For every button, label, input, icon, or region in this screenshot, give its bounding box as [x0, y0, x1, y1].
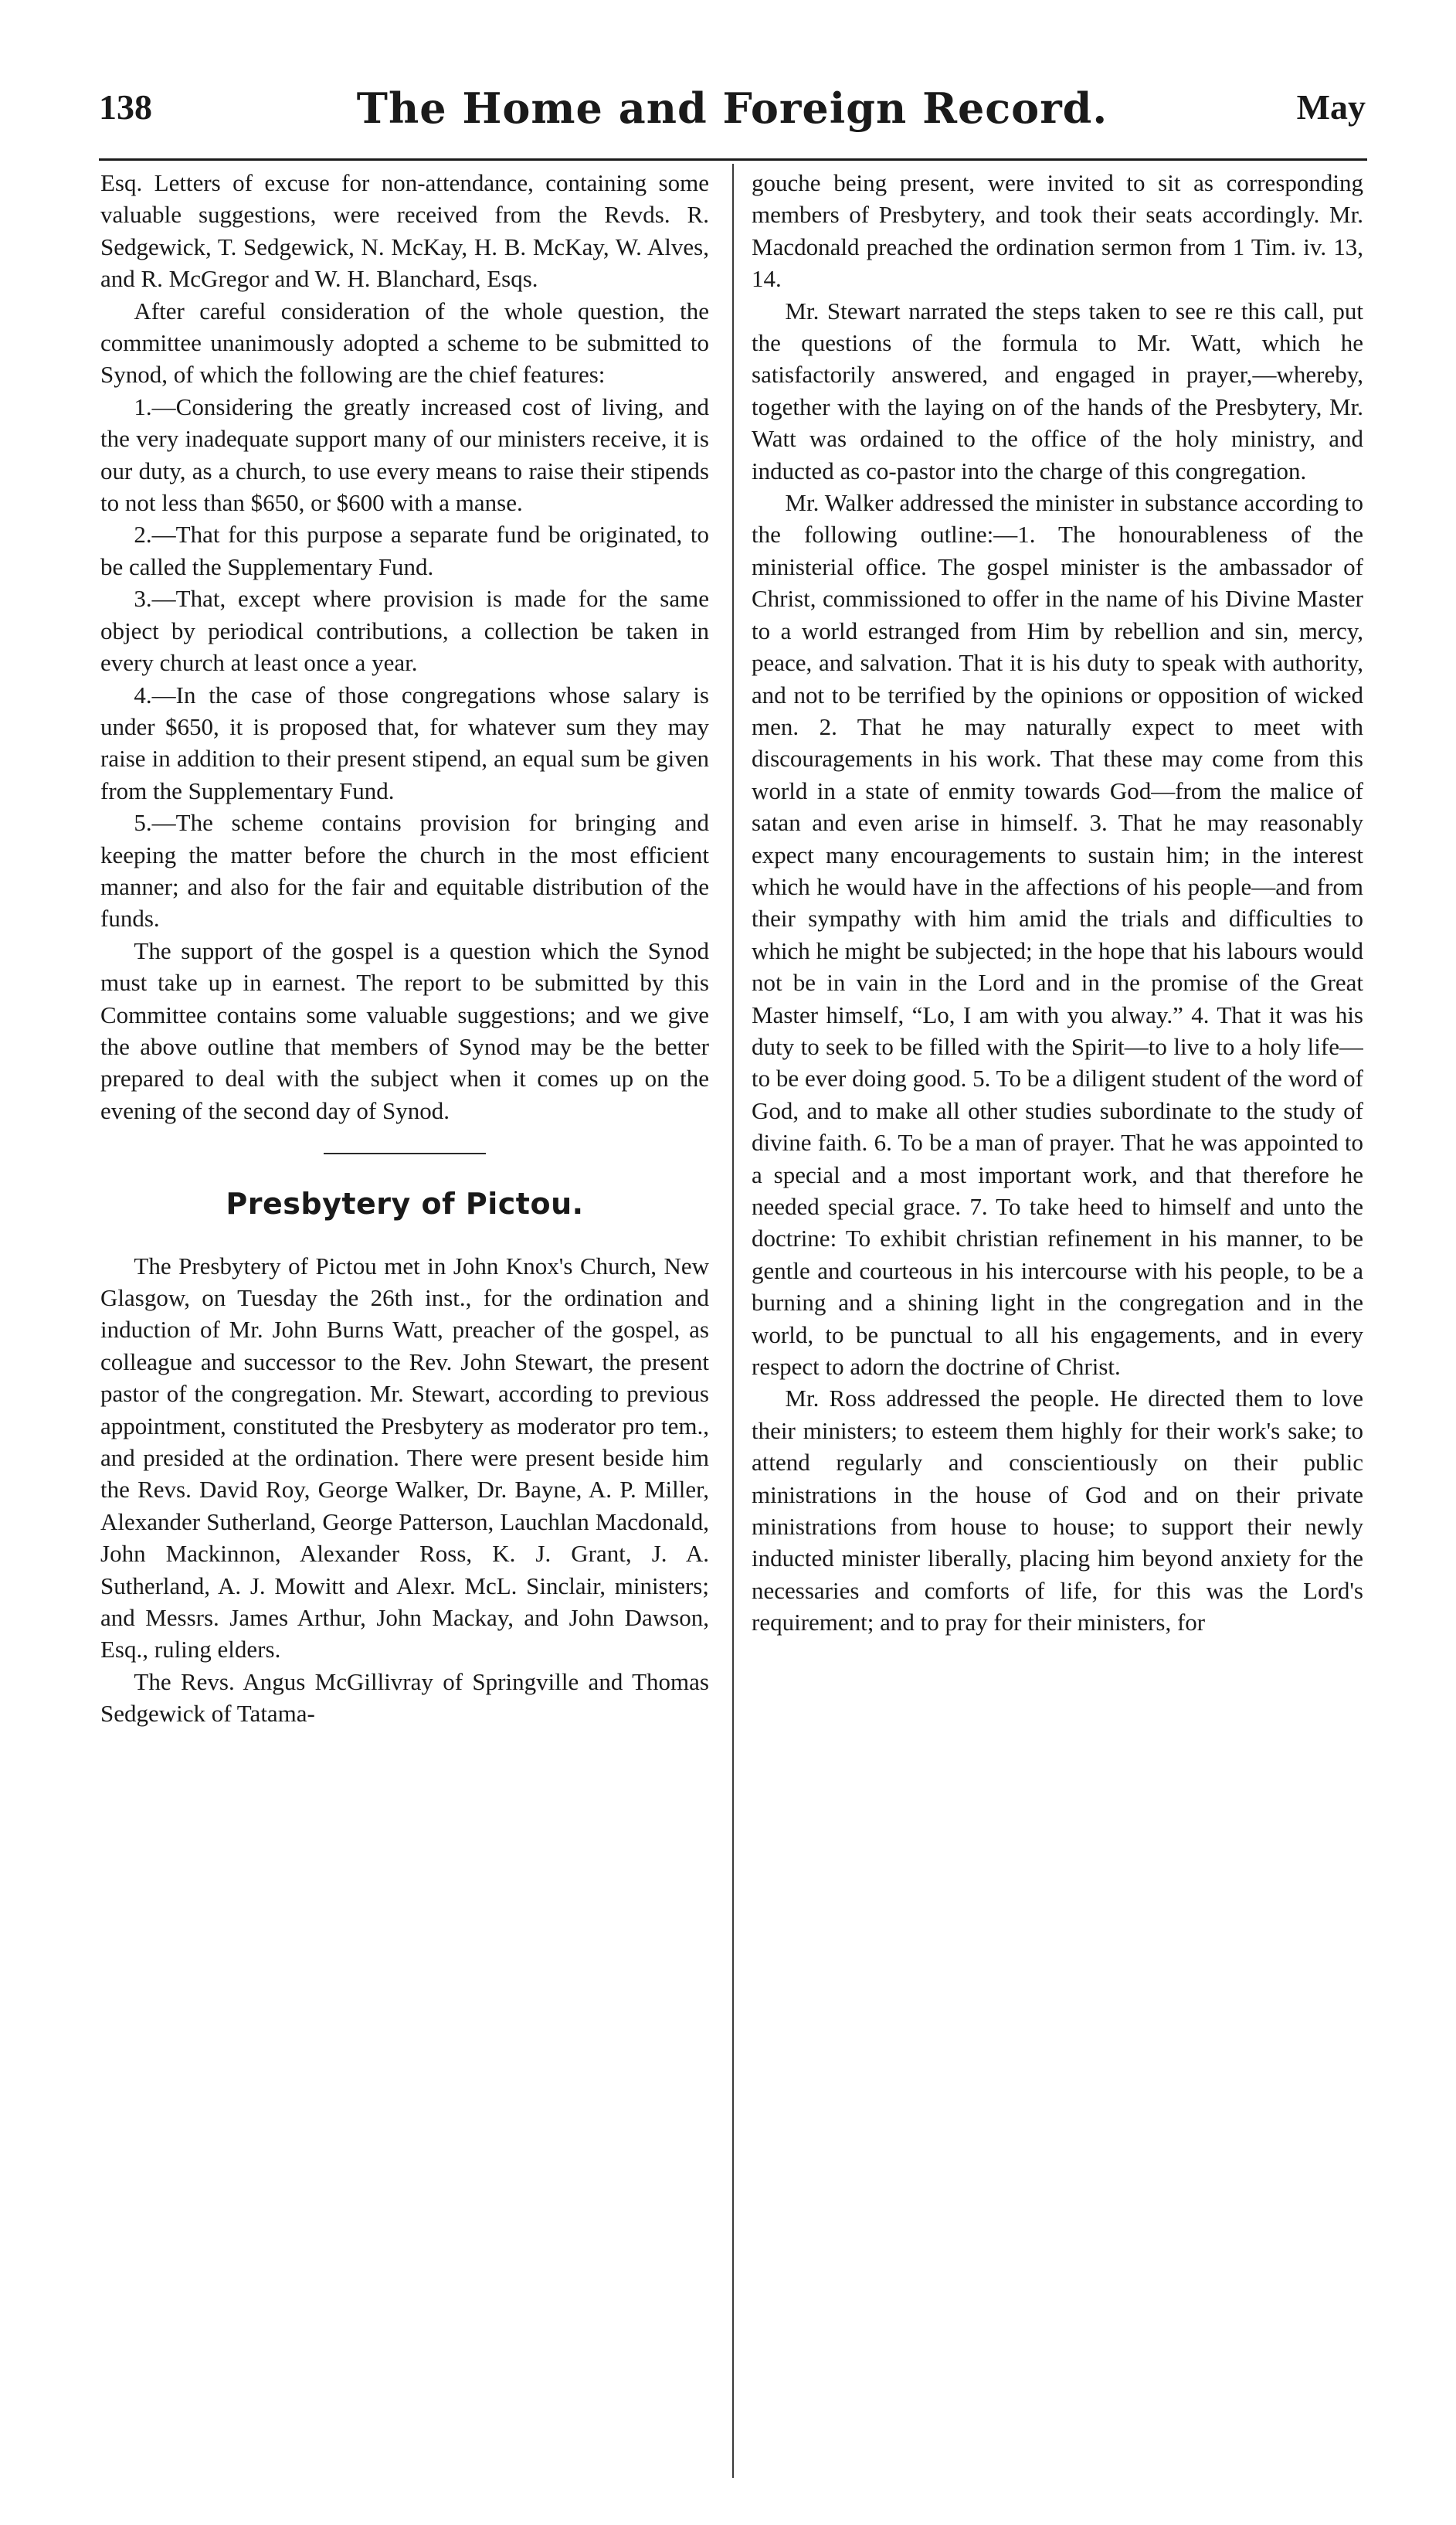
paragraph: The Revs. Angus McGillivray of Springville and Thomas Sedgewick of Tatama-	[100, 1667, 709, 1728]
paragraph: After careful consideration of the whole question, the committee unanimously adopted a scheme to be submitted to Synod, of which the following are the chief features:	[100, 297, 709, 389]
paragraph: 1.—Considering the greatly increased cost of living, and the very inadequate support many of our ministers receive, it is our duty, as a church, to use every means to raise their stipends to not less than $650, or $600 with a manse.	[100, 393, 709, 517]
running-head	[99, 83, 1366, 156]
paragraph: 3.—That, except where provision is made for the same object by periodical contributions, a collection be taken in every church at least once a year.	[100, 585, 709, 677]
left-column	[100, 167, 709, 2500]
paragraph: The support of the gospel is a question which the Synod must take up in earnest. The report to be submitted by this Committee contains some valuable suggestions; and we give the above outline that members of Synod may be the better prepared to deal with the subject when it comes up on the evening of the second day of Synod.	[100, 936, 709, 1124]
section-heading: Presbytery of Pictou.	[226, 1187, 584, 1222]
section-divider-rule	[324, 1153, 486, 1154]
right-column	[752, 167, 1363, 2500]
column-divider	[732, 164, 734, 2478]
paragraph: Esq. Letters of excuse for non-attendance, containing some valuable suggestions, were received from the Revds. R. Sedgewick, T. Sedgewick, N. McKay, H. B. McKay, W. Alves, and R. McGregor and W. H. Blanchard, Esqs.	[100, 169, 709, 293]
paragraph: Mr. Ross addressed the people. He directed them to love their ministers; to esteem them highly for their work's sake; to attend regularly and conscientiously on their public ministrations in the house of God and on their private ministrations from house to house; to support their newly inducted minister liberally, placing him beyond anxiety for the necessaries and comforts of life, for this was the Lord's requirement; and to pray for their ministers, for	[752, 1385, 1363, 1636]
paragraph: 2.—That for this purpose a separate fund be originated, to be called the Supplementary Fund.	[100, 521, 709, 580]
paragraph: Mr. Stewart narrated the steps taken to see re this call, put the questions of the formula to Mr. Watt, which he satisfactorily answered, and engaged in prayer,—whereby, together with the laying on of the hands of the Presbytery, Mr. Watt was ordained to the office of the holy ministry, and inducted as co-pastor into the charge of this congregation.	[752, 297, 1363, 484]
paragraph: 4.—In the case of those congregations whose salary is under $650, it is proposed that, for whatever sum they may raise in addition to their present stipend, an equal sum be given from the Supplementary Fund.	[100, 681, 709, 804]
issue-month: May	[1296, 87, 1366, 127]
paragraph: The Presbytery of Pictou met in John Knox's Church, New Glasgow, on Tuesday the 26th inst., for the ordination and induction of Mr. John Burns Watt, preacher of the gospel, as colleague and successor to the Rev. John Stewart, the present pastor of the congregation. Mr. Stewart, according to previous appointment, constituted the Presbytery as moderator pro tem., and presided at the ordination. There were present beside him the Revs. David Roy, George Walker, Dr. Bayne, A. P. Miller, Alexander Sutherland, George Patterson, Lauchlan Macdonald, John Mackinnon, Alexander Ross, K. J. Grant, J. A. Sutherland, A. J. Mowitt and Alexr. McL. Sinclair, ministers; and Messrs. James Arthur, John Mackay, and John Dawson, Esq., ruling elders.	[100, 1252, 709, 1664]
paragraph: 5.—The scheme contains provision for bringing and keeping the matter before the church in the most efficient manner; and also for the fair and equitable distribution of the funds.	[100, 809, 709, 933]
header-rule	[99, 158, 1367, 161]
page-number: 138	[99, 87, 152, 127]
journal-title: The Home and Foreign Record.	[356, 83, 1108, 133]
paragraph: Mr. Walker addressed the minister in substance according to the following outline:—1. The honourableness of the ministerial office. The gospel minister is the ambassador of Christ, commissioned to offer in the name of his Divine Master to a world estranged from Him by rebellion and sin, mercy, peace, and salvation. That it is his duty to speak with authority, and not to be terrified by the opinions or opposition of wicked men. 2. That he may naturally expect to meet with discouragements in his work. That these may come from this world in a state of enmity towards God—from the malice of satan and even arise in himself. 3. That he may reasonably expect many encouragements to sustain him; in the interest which he would have in the affections of his people—and from their sympathy with him amid the trials and difficulties to which he might be subjected; in the hope that his labours would not be in vain in the Lord and in the promise of the Great Master himself, “Lo, I am with you alway.” 4. That it was his duty to seek to be filled with the Spirit—to live to a holy life—to be ever doing good. 5. To be a diligent student of the word of God, and to make all other studies subordinate to the study of divine faith. 6. To be a man of prayer. That he was appointed to a special and a most important work, and that therefore he needed special grace. 7. To take heed to himself and unto the doctrine: To exhibit christian refinement in his manner, to be gentle and courteous in his intercourse with his people, to be a burning and a shining light in the congregation and in the world, to be punctual to all his engagements, and in every respect to adorn the doctrine of Christ.	[752, 489, 1363, 1381]
paragraph: gouche being present, were invited to sit as corresponding members of Presbytery, and took their seats accordingly. Mr. Macdonald preached the ordination sermon from 1 Tim. iv. 13, 14.	[752, 169, 1363, 293]
